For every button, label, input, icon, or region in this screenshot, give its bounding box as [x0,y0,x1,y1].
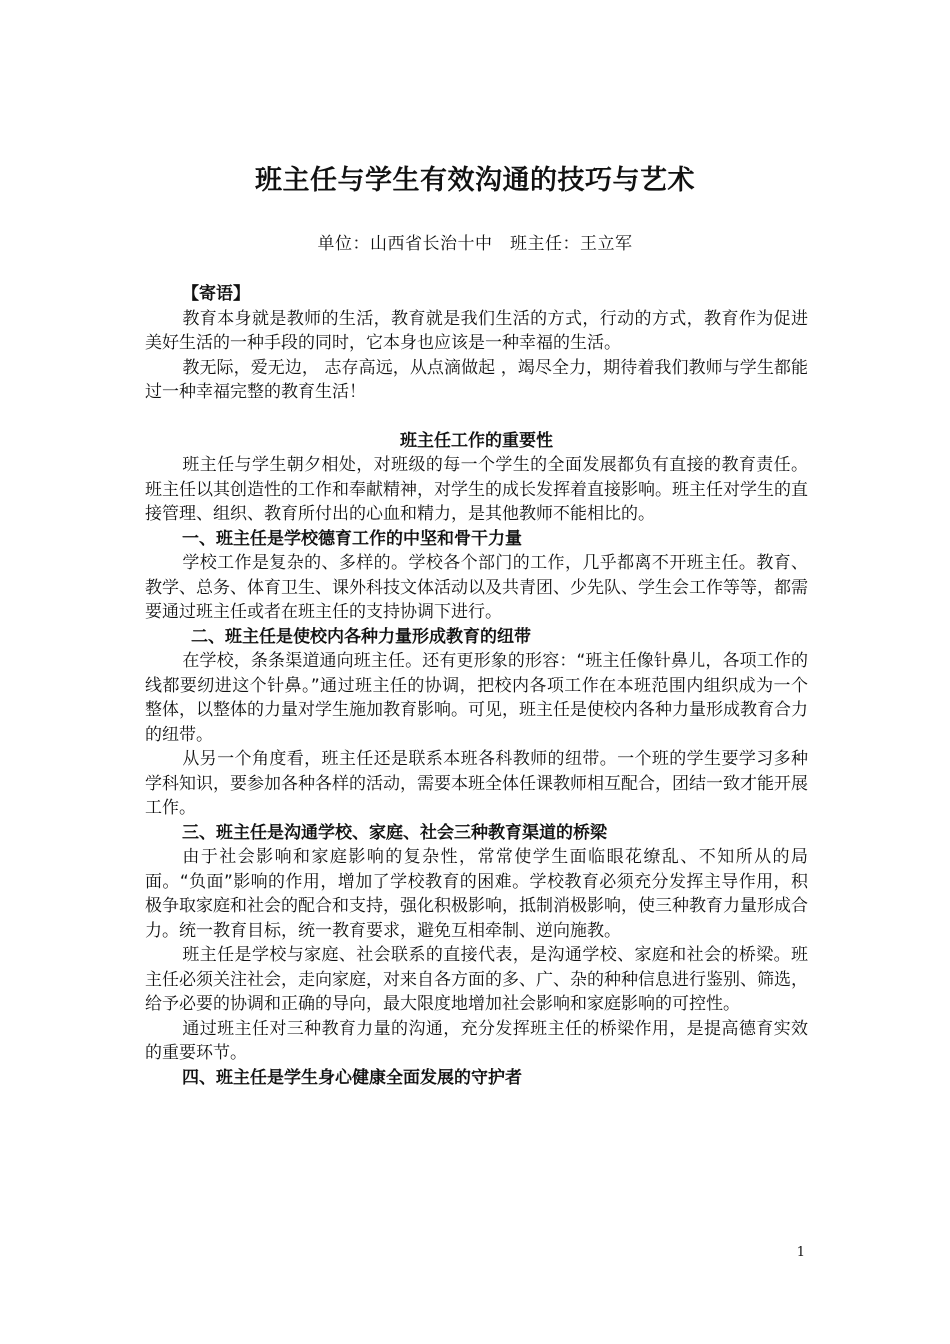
subsection-3-paragraph-1: 由于社会影响和家庭影响的复杂性，常常使学生面临眼花缭乱、不知所从的局面。“负面”影响的作用，增加了学校教育的困难。学校教育必须充分发挥主导作用，积极争取家庭和社会的配合和支持，强化积极影响，抵制消极影响，使三种教育力量形成合力。统一教育目标，统一教育要求，避免互相牵制、逆向施教。 [145,847,808,941]
subsection-2-paragraph-1: 在学校，条条渠道通向班主任。还有更形象的形容：“班主任像针鼻儿，各项工作的线都要纫进这个针鼻。”通过班主任的协调，把校内各项工作在本班范围内组织成为一个整体，以整体的力量对学生施加教育影响。可见，班主任是使校内各种力量形成教育合力的纽带。 [145,651,808,745]
subsection-3-paragraph-3: 通过班主任对三种教育力量的沟通，充分发挥班主任的桥梁作用，是提高德育实效的重要环节。 [145,1018,808,1063]
document-title: 班主任与学生有效沟通的技巧与艺术 [255,165,695,196]
jiyu-heading: 【寄语】 [182,284,250,304]
subsection-1-paragraph-1: 学校工作是复杂的、多样的。学校各个部门的工作，几乎都离不开班主任。教育、教学、总务、体育卫生、课外科技文体活动以及共青团、少先队、学生会工作等等，都需要通过班主任或者在班主任的支持协调下进行。 [145,553,808,622]
section-heading: 班主任工作的重要性 [400,430,553,451]
page-number: 1 [796,1245,805,1260]
subsection-3-heading: 三、班主任是沟通学校、家庭、社会三种教育渠道的桥梁 [182,822,607,843]
author-byline: 单位：山西省长治十中 班主任：王立军 [317,234,633,254]
subsection-4-heading: 四、班主任是学生身心健康全面发展的守护者 [182,1067,522,1088]
section-intro-paragraph: 班主任与学生朝夕相处，对班级的每一个学生的全面发展都负有直接的教育责任。班主任以其创造性的工作和奉献精神，对学生的成长发挥着直接影响。班主任对学生的直接管理、组织、教育所付出的心血和精力，是其他教师不能相比的。 [145,455,808,524]
subsection-2-heading: 二、班主任是使校内各种力量形成教育的纽带 [191,626,531,647]
subsection-1-heading: 一、班主任是学校德育工作的中坚和骨干力量 [182,528,522,549]
document-body [145,282,808,1090]
jiyu-paragraph-2: 教无际，爱无边， 志存高远，从点滴做起 ，竭尽全力，期待着我们教师与学生都能过一种幸福完整的教育生活！ [145,357,808,402]
subsection-3-paragraph-2: 班主任是学校与家庭、社会联系的直接代表，是沟通学校、家庭和社会的桥梁。班主任必须关注社会，走向家庭，对来自各方面的多、广、杂的种种信息进行鉴别、筛选，给予必要的协调和正确的导向，最大限度地增加社会影响和家庭影响的可控性。 [145,945,808,1014]
jiyu-paragraph-1: 教育本身就是教师的生活，教育就是我们生活的方式，行动的方式，教育作为促进美好生活的一种手段的同时，它本身也应该是一种幸福的生活。 [145,308,808,353]
subsection-2-paragraph-2: 从另一个角度看，班主任还是联系本班各科教师的纽带。一个班的学生要学习多种学科知识，要参加各种各样的活动，需要本班全体任课教师相互配合，团结一致才能开展工作。 [145,749,808,818]
